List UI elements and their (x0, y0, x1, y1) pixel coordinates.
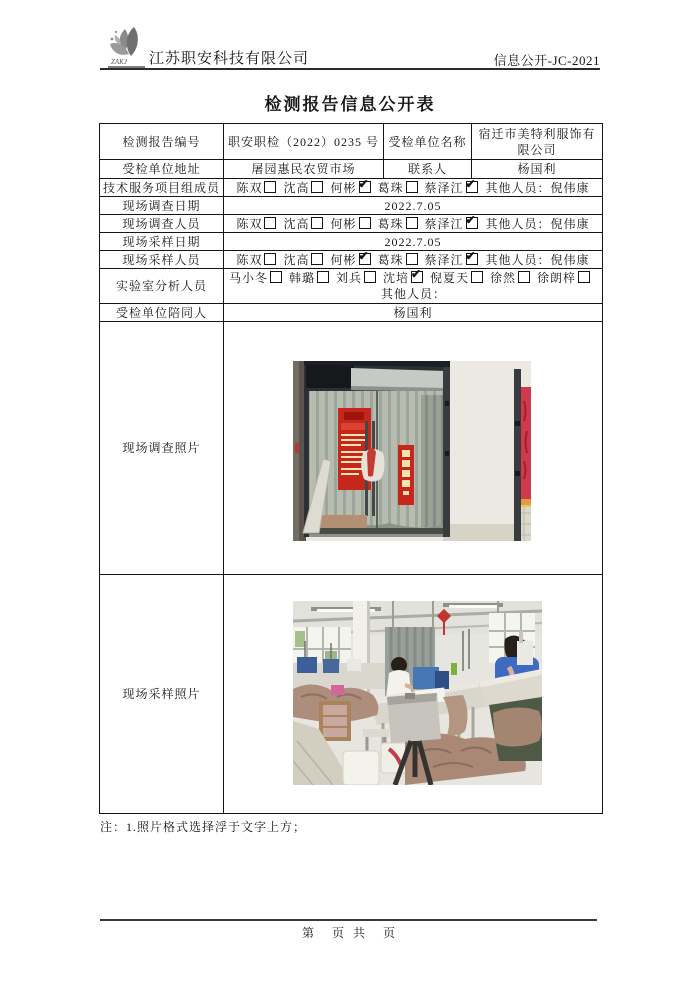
survey-date-value: 2022.7.05 (224, 197, 603, 215)
logo-caption: ZAKJ (111, 58, 127, 66)
staff-option: 倪夏天 (430, 271, 483, 285)
report-form-table (99, 123, 603, 814)
staff-option: 徐朗梓 (537, 271, 590, 285)
staff-option: 葛珠 (378, 181, 418, 195)
table-row (100, 124, 603, 160)
staff-option: 沈高 (283, 253, 323, 267)
report-no-label: 检测报告编号 (100, 124, 224, 160)
companion-value: 杨国利 (224, 304, 603, 322)
checkbox-unchecked-icon[interactable] (406, 217, 418, 229)
lab-staff-label: 实验室分析人员 (100, 269, 224, 304)
page-title: 检测报告信息公开表 (264, 95, 436, 114)
staff-option: 沈高 (283, 217, 323, 231)
report-no-value: 职安职检（2022）0235 号 (224, 124, 384, 160)
footnote: 注：1.照片格式选择浮于文字上方； (100, 820, 307, 834)
staff-option: 陈双 (236, 253, 276, 267)
checkbox-unchecked-icon[interactable] (406, 181, 418, 193)
staff-option: 葛珠 (378, 253, 418, 267)
contact-value: 杨国利 (472, 160, 603, 179)
sampling-staff-members (224, 251, 603, 269)
table-row (100, 197, 603, 215)
page-number-text: 第 页 共 页 (301, 926, 398, 940)
staff-option: 何彬 (330, 217, 370, 231)
table-row (100, 304, 603, 322)
lab-staff-members (224, 269, 603, 304)
checkbox-checked-icon[interactable] (466, 253, 478, 265)
company-logo-icon (103, 27, 149, 69)
tech-team-label: 技术服务项目组成员 (100, 179, 224, 197)
checkbox-unchecked-icon[interactable] (270, 271, 282, 283)
checkbox-unchecked-icon[interactable] (518, 271, 530, 283)
contact-label: 联系人 (384, 160, 472, 179)
checkbox-unchecked-icon[interactable] (471, 271, 483, 283)
staff-option: 韩璐 (289, 271, 329, 285)
checkbox-checked-icon[interactable] (466, 217, 478, 229)
other-staff-text: 其他人员：倪伟康 (485, 252, 590, 267)
staff-option: 陈双 (236, 181, 276, 195)
staff-option: 徐然 (490, 271, 530, 285)
checkbox-checked-icon[interactable] (411, 271, 423, 283)
staff-option: 沈培 ✔ (383, 271, 423, 285)
checkbox-checked-icon[interactable] (359, 181, 371, 193)
table-row (100, 575, 603, 814)
org-addr-value: 屠园惠民农贸市场 (224, 160, 384, 179)
org-addr-label: 受检单位地址 (100, 160, 224, 179)
table-row (100, 215, 603, 233)
checkbox-unchecked-icon[interactable] (359, 217, 371, 229)
sampling-date-label: 现场采样日期 (100, 233, 224, 251)
header-rule (100, 68, 600, 70)
checkbox-unchecked-icon[interactable] (364, 271, 376, 283)
company-name: 江苏职安科技有限公司 (149, 51, 310, 67)
staff-option: 蔡泽江 ✔ (425, 253, 478, 267)
table-row (100, 322, 603, 575)
staff-option: 沈高 (283, 181, 323, 195)
checkbox-unchecked-icon[interactable] (578, 271, 590, 283)
survey-staff-label: 现场调查人员 (100, 215, 224, 233)
staff-option: 葛珠 (378, 217, 418, 231)
staff-option: 何彬 ✔ (330, 181, 370, 195)
table-row (100, 269, 603, 304)
survey-date-label: 现场调查日期 (100, 197, 224, 215)
checkbox-checked-icon[interactable] (466, 181, 478, 193)
survey-photo-label: 现场调查照片 (100, 322, 224, 575)
sampling-staff-label: 现场采样人员 (100, 251, 224, 269)
sampling-photo-label: 现场采样照片 (100, 575, 224, 814)
tech-team-members (224, 179, 603, 197)
doc-code: 信息公开-JC-2021 (493, 53, 600, 68)
checkbox-checked-icon[interactable] (359, 253, 371, 265)
staff-option: 马小冬 (229, 271, 282, 285)
companion-label: 受检单位陪同人 (100, 304, 224, 322)
survey-photo-storefront-image (293, 361, 531, 541)
survey-staff-members (224, 215, 603, 233)
sampling-photo-cell (224, 575, 603, 814)
staff-option: 蔡泽江 ✔ (425, 217, 478, 231)
checkbox-unchecked-icon[interactable] (264, 253, 276, 265)
other-staff-text: 其他人员：倪伟康 (485, 216, 590, 231)
org-name-value: 宿迁市美特利服饰有限公司 (472, 124, 603, 160)
checkbox-unchecked-icon[interactable] (317, 271, 329, 283)
checkbox-unchecked-icon[interactable] (311, 253, 323, 265)
staff-option: 何彬 ✔ (330, 253, 370, 267)
staff-option: 陈双 (236, 217, 276, 231)
checkbox-unchecked-icon[interactable] (264, 217, 276, 229)
staff-option: 刘兵 (336, 271, 376, 285)
staff-option: 蔡泽江 ✔ (425, 181, 478, 195)
survey-photo-cell (224, 322, 603, 575)
org-name-label: 受检单位名称 (384, 124, 472, 160)
other-staff-text: 其他人员：倪伟康 (485, 180, 590, 195)
table-row (100, 233, 603, 251)
sampling-date-value: 2022.7.05 (224, 233, 603, 251)
sampling-photo-workshop-image (293, 601, 542, 785)
checkbox-unchecked-icon[interactable] (311, 217, 323, 229)
table-row (100, 160, 603, 179)
other-staff-text: 其他人员： (380, 287, 446, 301)
checkbox-unchecked-icon[interactable] (264, 181, 276, 193)
footer-rule (100, 919, 597, 921)
checkbox-unchecked-icon[interactable] (406, 253, 418, 265)
checkbox-unchecked-icon[interactable] (311, 181, 323, 193)
table-row (100, 179, 603, 197)
table-row (100, 251, 603, 269)
